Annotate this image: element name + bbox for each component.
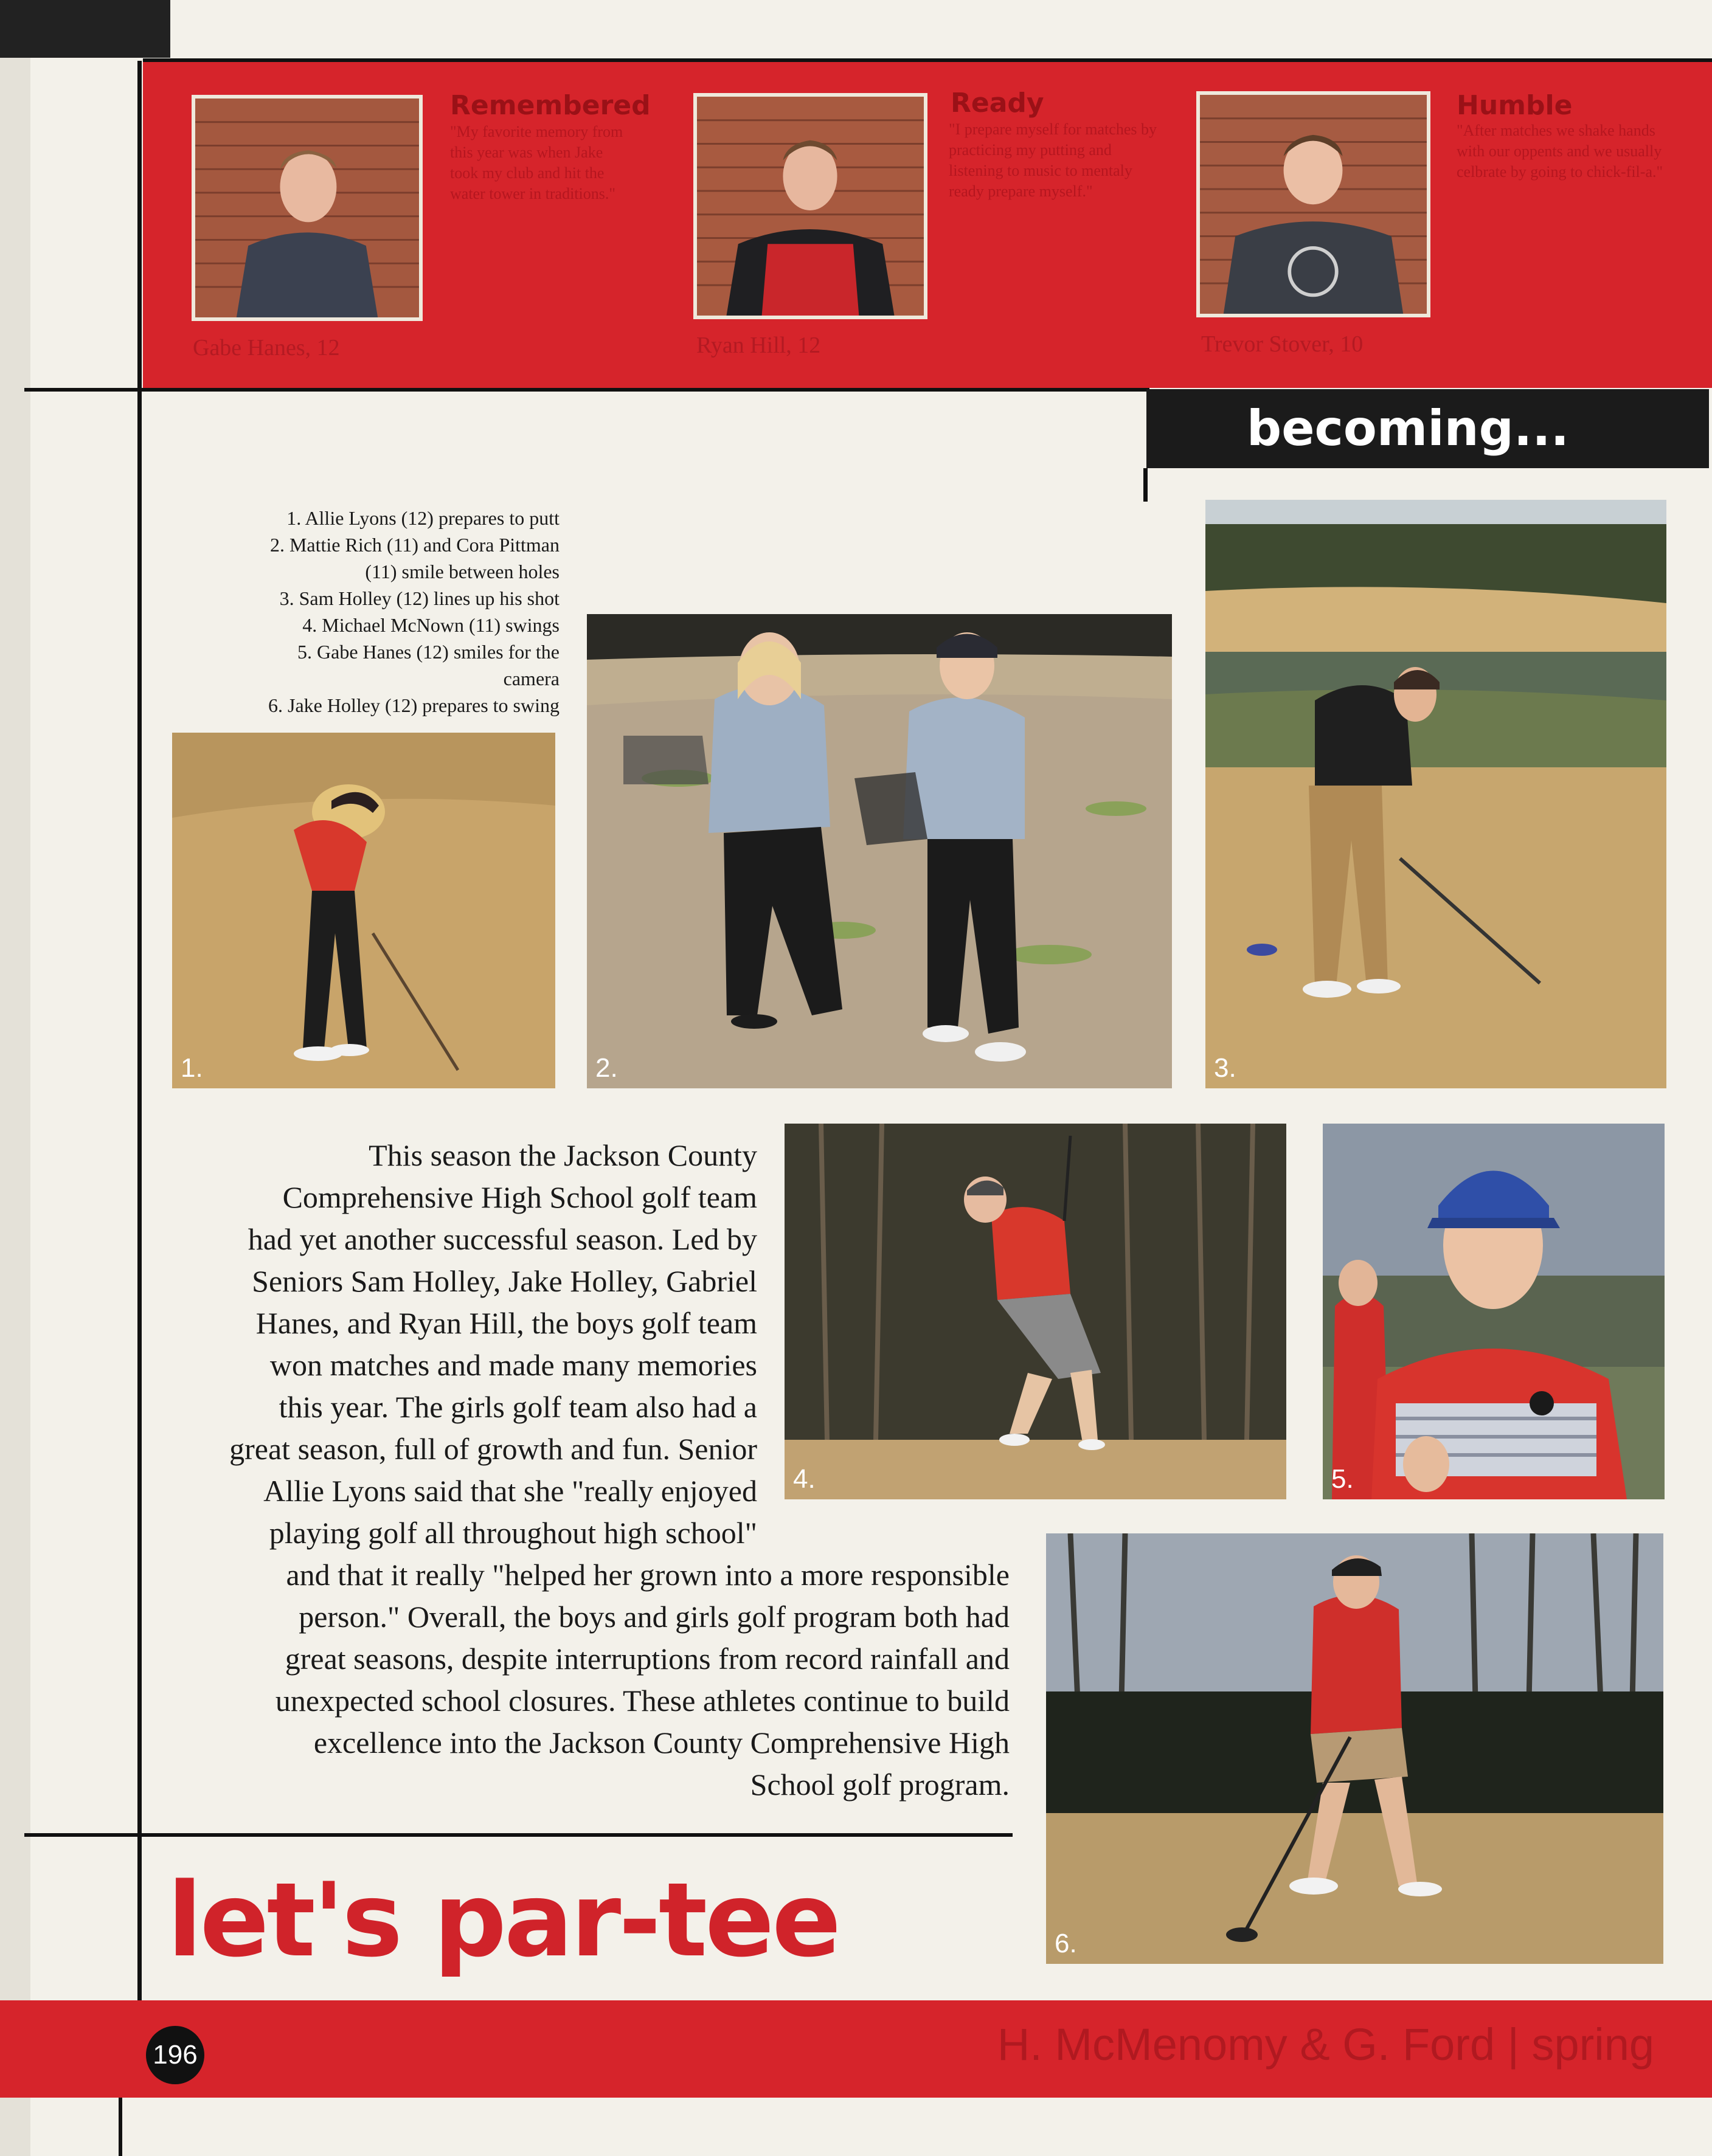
profile-quote: "My favorite memory from this year was when Jake took my club and hit the water tower in traditions." — [450, 123, 623, 202]
story-line: great season, full of growth and fun. Senior — [229, 1432, 757, 1466]
profile-quote: "I prepare myself for matches by practicing my putting and listening to music to mentaly ready prepare myself." — [949, 120, 1157, 200]
rule-vertical-left — [137, 61, 142, 2000]
portrait-photo — [1200, 95, 1427, 314]
rule-tab-tick — [1143, 468, 1148, 502]
photo-3-sam-holley[interactable] — [1205, 500, 1666, 1088]
photo-4-michael-mcnown[interactable] — [785, 1124, 1286, 1499]
spread-title: let's par-tee — [167, 1861, 839, 1980]
caption-line: camera — [503, 668, 560, 689]
story-line: Comprehensive High School golf team — [282, 1180, 757, 1214]
story-line: Allie Lyons said that she "really enjoyed — [263, 1474, 757, 1508]
caption-line: 1. Allie Lyons (12) prepares to putt — [286, 507, 560, 529]
photo-2-mattie-cora[interactable] — [587, 614, 1172, 1088]
profile-name: Ryan Hill, 12 — [696, 333, 821, 358]
page-number: 196 — [146, 2026, 204, 2084]
page-corner-shadow — [0, 0, 170, 58]
story-line: Seniors Sam Holley, Jake Holley, Gabriel — [252, 1264, 757, 1298]
story-line: School golf program. — [750, 1767, 1010, 1802]
photo-1-allie-lyons[interactable] — [172, 733, 555, 1088]
story-line: great seasons, despite interruptions from record rainfall and — [285, 1642, 1010, 1676]
profile-name: Gabe Hanes, 12 — [193, 335, 340, 361]
story-body-part-1 — [152, 1135, 757, 1554]
story-line: Hanes, and Ryan Hill, the boys golf team — [255, 1306, 757, 1340]
caption-line: 3. Sam Holley (12) lines up his shot — [279, 587, 560, 609]
photo-number: 1. — [181, 1053, 203, 1083]
caption-line: 5. Gabe Hanes (12) smiles for the — [297, 641, 560, 663]
section-tab — [1146, 389, 1709, 468]
golf-photo — [587, 614, 1172, 1088]
portrait-trevor-stover[interactable] — [1196, 91, 1430, 317]
golf-photo — [1046, 1533, 1663, 1964]
profile-heading: Humble — [1457, 90, 1573, 121]
portrait-gabe-hanes[interactable] — [192, 95, 423, 321]
golf-photo — [785, 1124, 1286, 1499]
photo-number: 4. — [793, 1464, 816, 1494]
rule-above-title — [24, 1833, 1013, 1837]
photo-number: 5. — [1331, 1464, 1354, 1494]
rule-top — [143, 58, 1712, 62]
story-line: won matches and made many memories — [269, 1348, 757, 1382]
profile-heading: Ready — [951, 88, 1044, 119]
portrait-photo — [195, 98, 419, 317]
story-line: This season the Jackson County — [369, 1138, 757, 1172]
photo-number: 2. — [595, 1053, 618, 1083]
senior-profiles-banner — [143, 60, 1712, 388]
rule-under-banner — [24, 388, 1149, 392]
golf-photo — [1323, 1124, 1665, 1499]
golf-photo — [172, 733, 555, 1088]
portrait-photo — [697, 97, 924, 316]
page-credits: H. McMenomy & G. Ford | spring — [997, 2019, 1654, 2070]
story-line: person." Overall, the boys and girls golf program both had — [299, 1600, 1010, 1634]
caption-line: (11) smile between holes — [365, 561, 560, 582]
photo-6-jake-holley[interactable] — [1046, 1533, 1663, 1964]
photo-captions — [207, 505, 560, 719]
profile-heading: Remembered — [450, 90, 651, 121]
section-tab-label: becoming... — [1246, 400, 1569, 457]
rule-bottom-tick — [119, 2098, 122, 2156]
caption-line: 4. Michael McNown (11) swings — [302, 614, 560, 636]
story-line: excellence into the Jackson County Comprehensive High — [313, 1726, 1010, 1760]
caption-line: 2. Mattie Rich (11) and Cora Pittman — [269, 534, 560, 556]
story-line: and that it really "helped her grown into a more responsible — [286, 1558, 1010, 1592]
photo-number: 3. — [1214, 1053, 1236, 1083]
profile-quote: "After matches we shake hands with our oppents and we usually celbrate by going to chick-fil-a." — [1457, 122, 1663, 181]
story-body-part-2 — [152, 1554, 1010, 1806]
caption-line: 6. Jake Holley (12) prepares to swing — [268, 694, 560, 716]
story-line: this year. The girls golf team also had a — [279, 1390, 757, 1424]
photo-number: 6. — [1055, 1929, 1077, 1958]
story-line: had yet another successful season. Led by — [248, 1222, 757, 1256]
profile-name: Trevor Stover, 10 — [1201, 331, 1364, 357]
story-line: playing golf all throughout high school" — [269, 1516, 757, 1550]
photo-5-gabe-hanes[interactable] — [1323, 1124, 1665, 1499]
footer-band — [0, 2000, 1712, 2098]
portrait-ryan-hill[interactable] — [693, 93, 927, 319]
golf-photo — [1205, 500, 1666, 1088]
story-line: unexpected school closures. These athletes continue to build — [275, 1684, 1010, 1718]
